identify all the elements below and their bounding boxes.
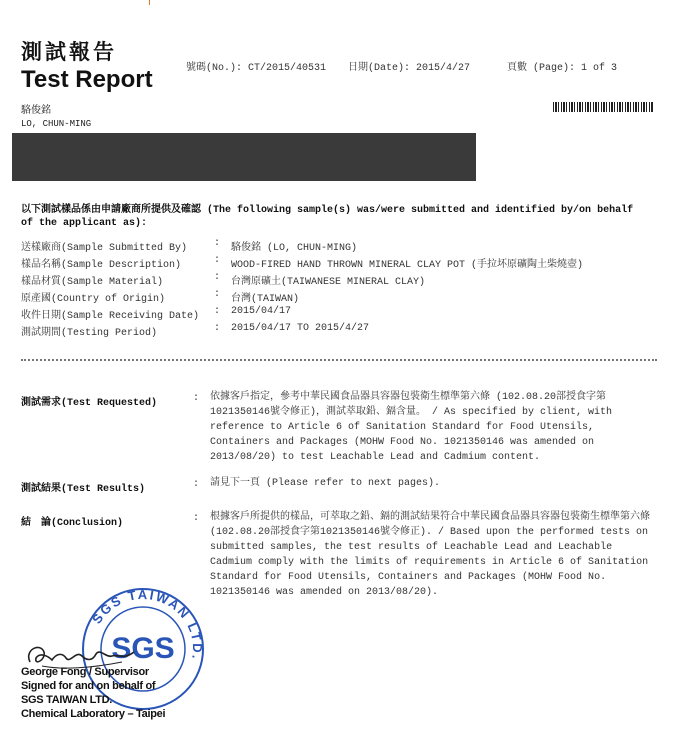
report-number: 號碼(No.): CT/2015/40531: [186, 63, 327, 74]
colon: :: [214, 272, 221, 283]
colon: :: [214, 289, 221, 300]
signatory-role: Signed for and on behalf of: [21, 680, 156, 692]
intro-statement: 以下測試樣品係由申請廠商所提供及確認 (The following sample(s) was/were submitted and identified by/on behalf of the applicant as):: [21, 205, 634, 229]
report-title-en: Test Report: [21, 66, 153, 93]
sample-label: 送樣廠商(Sample Submitted By): [21, 243, 188, 254]
sample-label: 樣品名稱(Sample Description): [21, 260, 182, 271]
report-date: 日期(Date): 2015/4/27: [348, 63, 471, 74]
sample-value: 2015/04/17: [231, 306, 292, 317]
conclusion-text: 根據客戶所提供的樣品，可萃取之鉛、鎘的測試結果符合中華民國食品器具容器包裝衛生標準第六條 (102.08.20部授食字第1021350146號令修正). / Based upon the performed tests on submitted samples, the test results of Leachable Lead and Leachable Cadmium comply with the limits of requirements in Article 6 of Sanitation Standard for Food Utensils, Containers and Packages (MOHW Food No. 1021350146 was amended on 2013/08/20).: [210, 512, 650, 598]
colon: :: [214, 255, 221, 266]
colon: :: [193, 479, 200, 490]
separator-line: [21, 359, 657, 361]
page-number: 頁數 (Page): 1 of 3: [507, 63, 618, 74]
sample-label: 收件日期(Sample Receiving Date): [21, 311, 200, 322]
colon: :: [214, 323, 221, 334]
top-mark: [149, 0, 150, 5]
test-results-text: 請見下一頁 (Please refer to next pages).: [210, 478, 441, 489]
test-results-label: 測試結果(Test Results): [21, 484, 146, 495]
conclusion-label: 結 論(Conclusion): [21, 518, 124, 529]
test-requested-text: 依據客戶指定，參考中華民國食品器具容器包裝衛生標準第六條 (102.08.20部授食字第1021350146號令修正)，測試萃取鉛、鎘含量。 / As specified by client, with reference to Article 6 of Sanitation Standard for Food Utensils, Containers and Packages (MOHW Food No. 1021350146 was amended on 2013/08/20) to test Leachable Lead and Cadmium content.: [210, 392, 613, 463]
sample-value: 台灣原礦土(TAIWANESE MINERAL CLAY): [231, 277, 426, 288]
stamp-ring-text: SGS TAIWAN LTD.: [89, 586, 206, 663]
colon: :: [193, 393, 200, 404]
sample-value: 駱俊銘 (LO, CHUN-MING): [231, 243, 358, 254]
colon: :: [214, 238, 221, 249]
signatory-company: SGS TAIWAN LTD.: [21, 694, 113, 706]
sample-label: 原產國(Country of Origin): [21, 294, 166, 305]
stamp-logo: SGS: [111, 632, 175, 665]
sample-label: 測試期間(Testing Period): [21, 328, 158, 339]
test-requested-label: 測試需求(Test Requested): [21, 398, 158, 409]
signatory-name: George Fong / Supervisor: [21, 666, 149, 678]
barcode: [553, 102, 654, 112]
applicant-name-en: LO, CHUN-MING: [21, 119, 92, 129]
signatory-lab: Chemical Laboratory – Taipei: [21, 708, 166, 720]
sample-value: 2015/04/17 TO 2015/4/27: [231, 323, 370, 334]
sample-label: 樣品材質(Sample Material): [21, 277, 164, 288]
colon: :: [214, 306, 221, 317]
sample-value: 台灣(TAIWAN): [231, 294, 300, 305]
redacted-block: [12, 133, 476, 181]
colon: :: [193, 513, 200, 524]
report-title-zh: 測試報告: [21, 40, 117, 64]
applicant-name-zh: 駱俊銘: [21, 105, 51, 116]
sample-value: WOOD-FIRED HAND THROWN MINERAL CLAY POT (手拉坏原礦陶土柴燒壺): [231, 260, 584, 271]
